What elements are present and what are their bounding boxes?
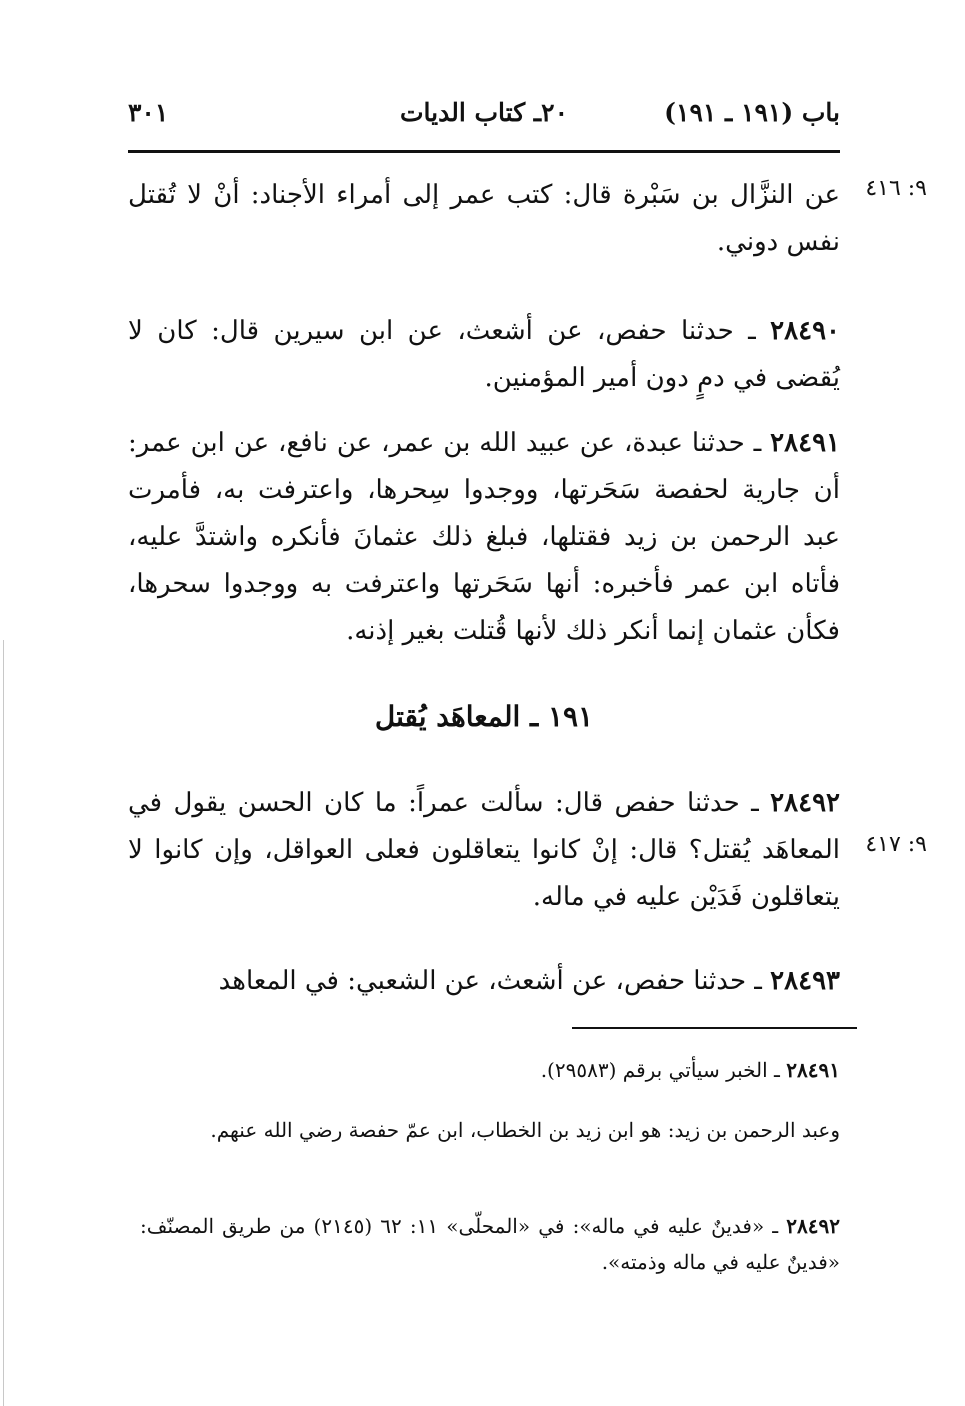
section-title: ١٩١ ـ المعاهَد يُقتل — [374, 700, 594, 733]
hadith-text: ـ حدثنا حفص، عن أشعث، عن ابن سيرين قال: كان لا يُقضى في دمٍ دون أمير المؤمنين. — [128, 316, 840, 393]
hadith-number: ٢٨٤٩١ — [770, 428, 840, 458]
footnote-number: ٢٨٤٩٢ — [786, 1214, 840, 1238]
header-divider — [128, 150, 840, 153]
footnote-28491 — [140, 1052, 840, 1088]
margin-reference: ٩: ٤١٧ — [865, 832, 927, 857]
footnote-note: وعبد الرحمن بن زيد: هو ابن زيد بن الخطاب، ابن عمّ حفصة رضي الله عنهم. — [210, 1118, 840, 1142]
book-title: ٢٠ـ كتاب الديات — [400, 98, 568, 127]
chapter-heading: باب (١٩١ ـ ١٩١) — [664, 98, 840, 127]
footnote-divider — [572, 1027, 857, 1029]
hadith-28491 — [128, 420, 840, 655]
hadith-number: ٢٨٤٩٠ — [770, 316, 840, 346]
hadith-28490 — [128, 308, 840, 402]
hadith-28493 — [128, 958, 840, 1005]
footnote-28492 — [140, 1208, 840, 1280]
hadith-text: ـ حدثنا عبدة، عن عبيد الله بن عمر، عن نافع، عن ابن عمر: أن جارية لحفصة سَحَرتها، ووجدوا سِحرها، واعترفت به، فأمرت عبد الرحمن بن زيد فقتلها، فبلغ ذلك عثمانَ فأنكره واشتدَّ عليه، فأتاه ابن عمر فأخبره: أنها سَحَرتها واعترفت به ووجدوا سحرها، فكأن عثمان إنما أنكر ذلك لأنها قُتلت بغير إذنه. — [128, 428, 840, 646]
margin-reference: ٩: ٤١٦ — [865, 176, 927, 201]
hadith-text: ـ حدثنا حفص، عن أشعث، عن الشعبي: في المعاهد — [218, 966, 771, 996]
scan-edge-line — [3, 640, 4, 1406]
athar-paragraph: عن النزَّال بن سَبْرة قال: كتب عمر إلى أمراء الأجناد: أنْ لا تُقتل نفس دوني. — [128, 180, 840, 257]
footnote-number: ٢٨٤٩١ — [786, 1058, 840, 1082]
running-header — [128, 88, 840, 138]
footnote-text: ـ الخبر سيأتي برقم (٢٩٥٨٣). — [540, 1058, 787, 1082]
page-number: ٣٠١ — [128, 98, 169, 127]
hadith-number: ٢٨٤٩٢ — [770, 788, 840, 818]
hadith-28492 — [128, 780, 840, 921]
hadith-number: ٢٨٤٩٣ — [770, 966, 840, 996]
footnote-text: ـ «فدينٌ عليه في ماله»: في «المحلّى» ١١: ٦٢ (٢١٤٥) من طريق المصنّف: «فدينٌ عليه في ماله وذمته». — [140, 1214, 840, 1274]
hadith-text: ـ حدثنا حفص قال: سألت عمراً: ما كان الحسن يقول في المعاهَد يُقتل؟ قال: إنْ كانوا يتعاقلون فعلى العواقل، وإن كانوا لا يتعاقلون فَدَيْن عليه في ماله. — [128, 788, 840, 912]
